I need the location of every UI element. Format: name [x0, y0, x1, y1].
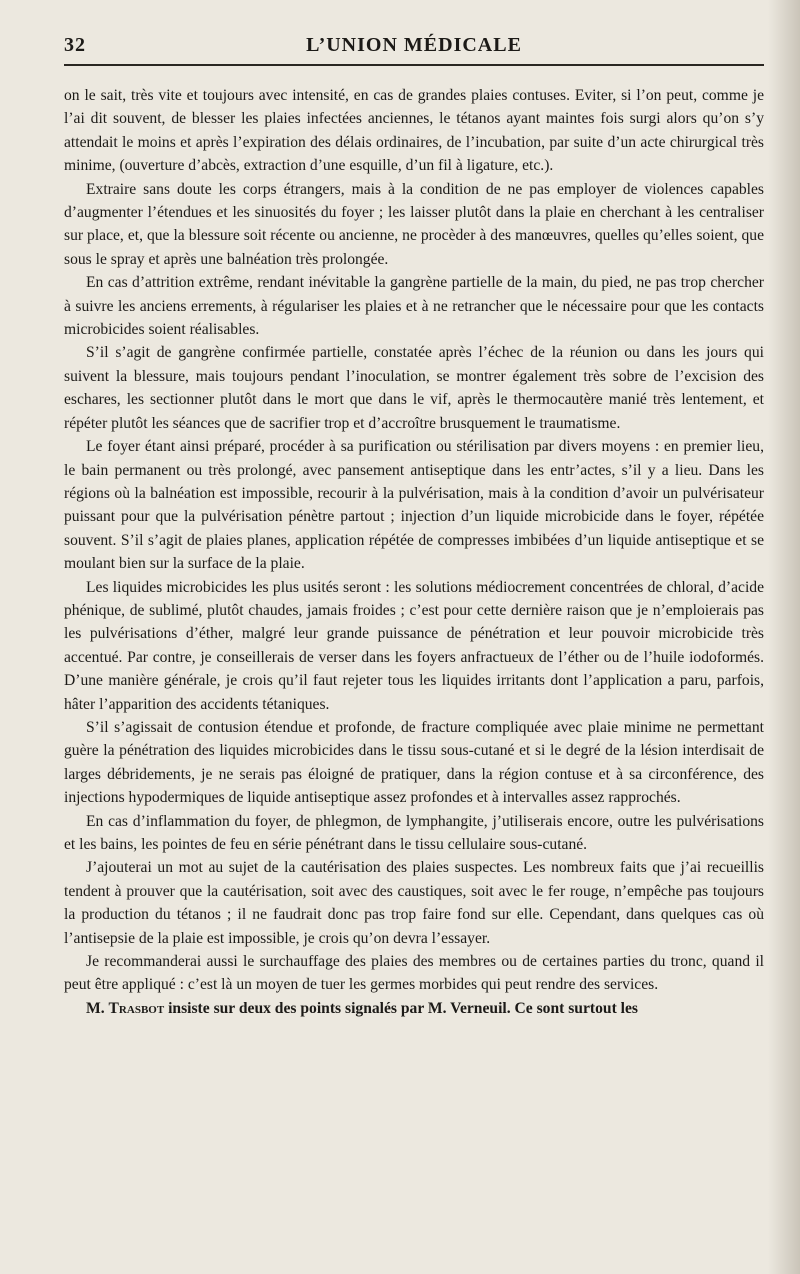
running-header	[64, 30, 764, 62]
paragraph: Les liquides microbicides les plus usités seront : les solutions médiocrement concentrées de chloral, d’acide phénique, de sublimé, plutôt chaudes, jamais froides ; c’est pour cette dernière raison que je n’emploierais pas les pulvérisations d’éther, malgré leur grande puissance de pénétration et leur pouvoir microbicide très accentué. Par contre, je conseillerais de verser dans les foyers anfractueux de l’éther ou de l’huile iodoformés. D’une manière générale, je crois qu’il faut rejeter tous les liquides irritants dont l’application a paru, parfois, hâter l’apparition des accidents tétaniques.	[64, 578, 764, 713]
journal-title: L’UNION MÉDICALE	[306, 34, 522, 56]
paragraph: Je recommanderai aussi le surchauffage des plaies des membres ou de certaines parties du tronc, quand il peut être appliqué : c’est là un moyen de tuer les germes morbides qui peut rendre des services.	[64, 953, 764, 994]
paragraph: En cas d’inflammation du foyer, de phlegmon, de lymphangite, j’utiliserais encore, outre les pulvérisations et les bains, les pointes de feu en série pénétrant dans le tissu cellulaire sous-cutané.	[64, 812, 764, 853]
speaker-name: Trasbot	[108, 999, 165, 1017]
paragraph: S’il s’agit de gangrène confirmée partielle, constatée après l’échec de la réunion ou dans les jours qui suivent la blessure, mais toujours pendant l’inoculation, se montrer également très sobre de l’excision des eschares, les sectionner plutôt dans le mort que dans le vif, après le thermocautère manié très lentement, et répéter plutôt les séances que de sacrifier trop et d’accroître brusquement le traumatisme.	[64, 344, 764, 432]
paragraph: En cas d’attrition extrême, rendant inévitable la gangrène partielle de la main, du pied, ne pas trop chercher à suivre les anciens errements, à régulariser les plaies et à ne retrancher que le nécessaire pour que les contacts microbicides soient réalisables.	[64, 274, 764, 339]
paragraph: on le sait, très vite et toujours avec intensité, en cas de grandes plaies contuses. Eviter, si l’on peut, comme je l’ai dit souvent, de blesser les plaies infectées anciennes, le tétanos ayant maintes fois surgi alors qu’on s’y attendait le moins et après l’expiration des délais ordinaires, de l’incubation, par suite d’un acte chirurgical très minime, (ouverture d’abcès, extraction d’une esquille, d’un fil à ligature, etc.).	[64, 87, 764, 175]
paragraph: Le foyer étant ainsi préparé, procéder à sa purification ou stérilisation par divers moyens : en premier lieu, le bain permanent ou très prolongé, avec pansement antiseptique dans les entr’actes, s’il y a lieu. Dans les régions où la balnéation est impossible, recourir à la pulvérisation, mais à la condition d’avoir un pulvérisateur puissant pour que la pulvérisation pénètre partout ; injection d’un liquide microbicide dans le foyer, répétée souvent. S’il s’agit de plaies planes, application répétée de compresses imbibées d’un liquide antiseptique et se moulant bien sur la surface de la plaie.	[64, 438, 764, 573]
header-rule	[64, 64, 764, 66]
body-text	[64, 84, 764, 1020]
paragraph-trasbot	[64, 997, 764, 1020]
page-edge-shadow	[768, 0, 800, 1274]
paragraph: S’il s’agissait de contusion étendue et profonde, de fracture compliquée avec plaie minime ne permettant guère la pénétration des liquides microbicides dans le tissu sous-cutané et si le degré de la lésion interdisait de larges débridements, je ne serais pas éloigné de pratiquer, dans la région contuse et à sa circonférence, des injections hypodermiques de liquide antiseptique assez profondes et à intervalles assez rapprochés.	[64, 718, 764, 807]
paragraph: Extraire sans doute les corps étrangers, mais à la condition de ne pas employer de violences capables d’augmenter l’étendues et les sinuosités du foyer ; les laisser plutôt dans la plaie en cherchant à les centraliser sur place, et, que la blessure soit récente ou ancienne, ne procèder à des manœuvres, quelles qu’elles soient, que sous le spray et après une balnéation très prolongée.	[64, 180, 764, 268]
speaker-prefix: M.	[86, 999, 105, 1017]
paragraph-text: insiste sur deux des points signalés par M. Verneuil. Ce sont surtout les	[168, 999, 638, 1017]
page-number: 32	[64, 34, 86, 56]
paragraph: J’ajouterai un mot au sujet de la cautérisation des plaies suspectes. Les nombreux faits que j’ai recueillis tendent à prouver que la cautérisation, soit avec des caustiques, soit avec le fer rouge, n’empêche pas toujours la production du tétanos ; il ne faudrait donc pas trop faire fond sur elle. Cependant, dans quelques cas où l’antisepsie de la plaie est impossible, je crois qu’on devra l’essayer.	[64, 859, 764, 947]
